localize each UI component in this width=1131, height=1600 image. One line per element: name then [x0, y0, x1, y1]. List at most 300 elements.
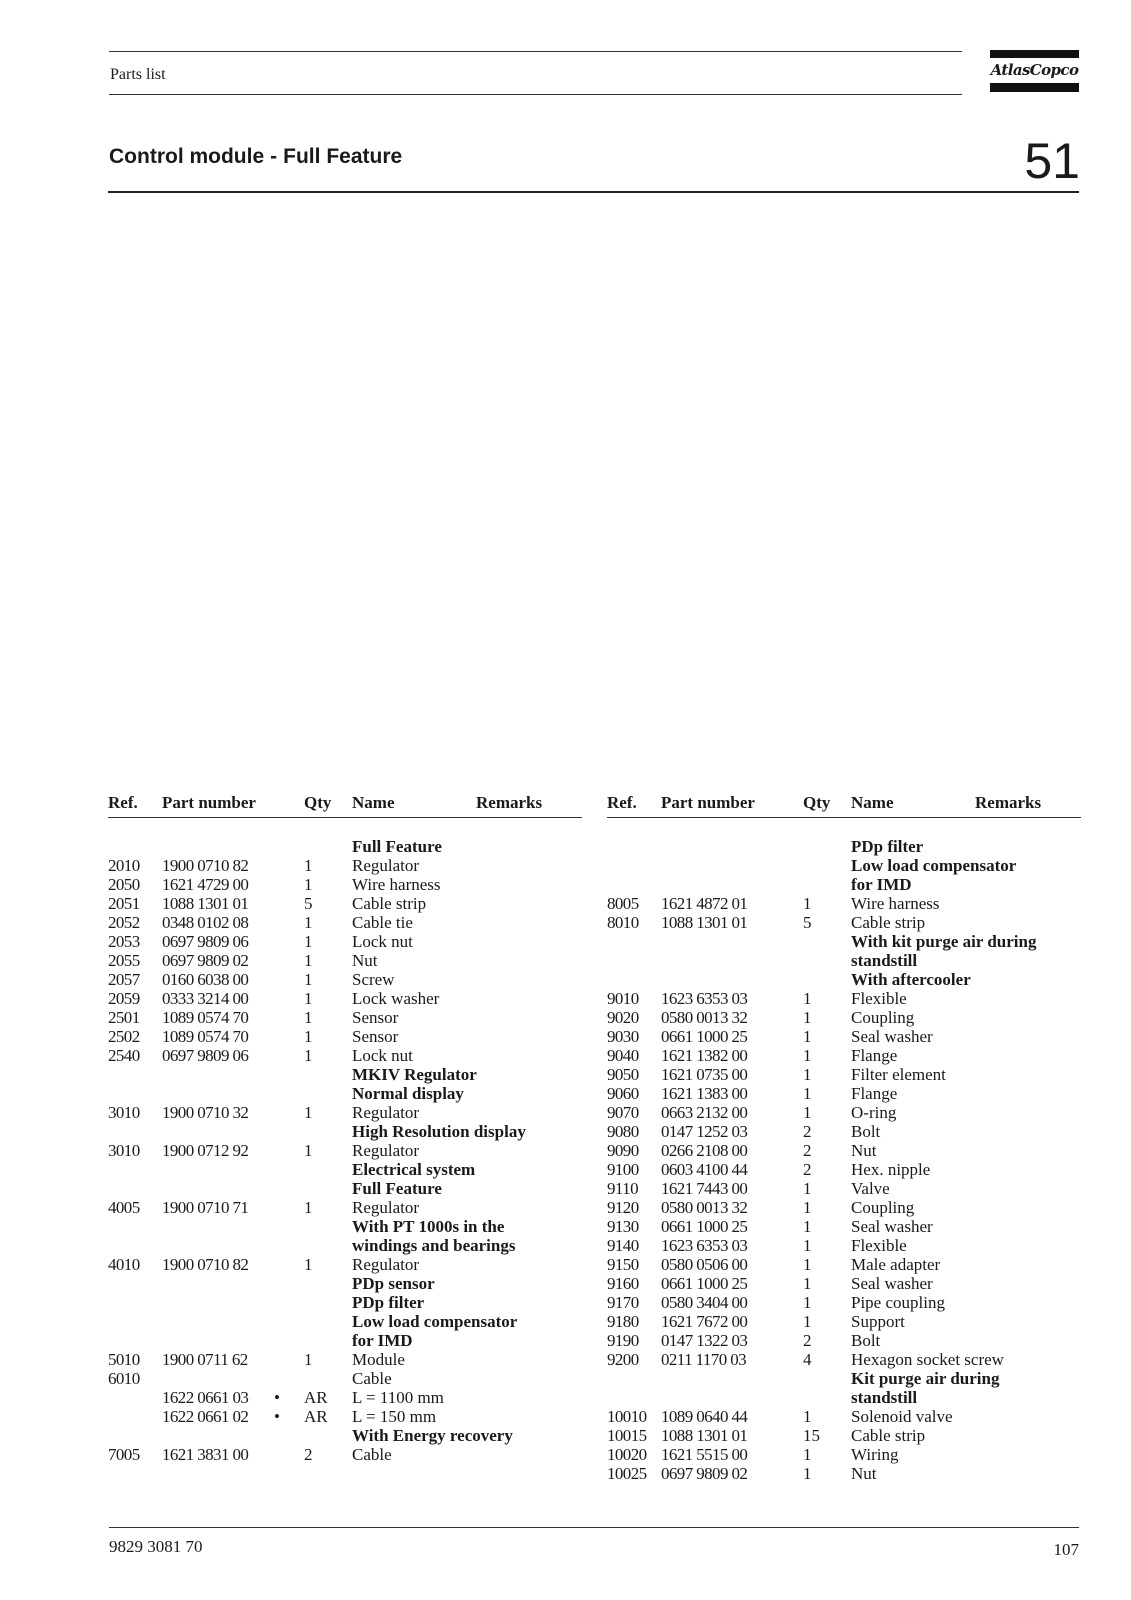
table-row	[108, 1084, 582, 1103]
table-row	[108, 1350, 582, 1369]
row-qty: 1	[803, 1274, 812, 1293]
table-row	[108, 1236, 582, 1255]
row-bullet: •	[274, 1388, 280, 1407]
row-ref: 9080	[607, 1122, 639, 1141]
row-part-number: 1622 0661 03	[162, 1388, 249, 1407]
row-name: With PT 1000s in the	[352, 1217, 505, 1236]
row-ref: 9050	[607, 1065, 639, 1084]
row-qty: 1	[304, 1350, 313, 1369]
row-name: Coupling	[851, 1008, 915, 1027]
table-row	[607, 970, 1081, 989]
row-name: Electrical system	[352, 1160, 476, 1179]
table-row	[607, 1255, 1081, 1274]
row-qty: 1	[304, 1046, 313, 1065]
row-ref: 8010	[607, 913, 639, 932]
footer-rule	[109, 1527, 1079, 1528]
row-qty: 1	[304, 856, 313, 875]
row-name: Support	[851, 1312, 905, 1331]
row-part-number: 1621 0735 00	[661, 1065, 748, 1084]
row-part-number: 1621 5515 00	[661, 1445, 748, 1464]
row-ref: 9030	[607, 1027, 639, 1046]
row-ref: 10020	[607, 1445, 647, 1464]
row-name: Bolt	[851, 1122, 881, 1141]
row-name: Valve	[851, 1179, 890, 1198]
row-part-number: 0211 1170 03	[661, 1350, 747, 1369]
row-name: Low load compensator	[352, 1312, 518, 1331]
header-qty: Qty	[304, 793, 332, 812]
row-ref: 2050	[108, 875, 140, 894]
row-name: for IMD	[352, 1331, 413, 1350]
row-qty: 1	[803, 1179, 812, 1198]
table-row	[108, 1141, 582, 1160]
table-row	[607, 1179, 1081, 1198]
row-ref: 9120	[607, 1198, 639, 1217]
table-row	[108, 1027, 582, 1046]
row-ref: 9190	[607, 1331, 639, 1350]
table-row	[108, 856, 582, 875]
row-ref: 9040	[607, 1046, 639, 1065]
title-main: Control module	[109, 145, 265, 168]
table-header	[108, 793, 582, 818]
row-name: Bolt	[851, 1331, 881, 1350]
row-part-number: 0348 0102 08	[162, 913, 249, 932]
row-qty: 1	[803, 1046, 812, 1065]
table-row	[607, 1464, 1081, 1483]
table-body	[108, 837, 582, 1464]
row-qty: 1	[304, 1255, 313, 1274]
table-row	[108, 932, 582, 951]
row-name: High Resolution display	[352, 1122, 526, 1141]
row-qty: 5	[803, 913, 812, 932]
parts-table-right	[607, 793, 1081, 1483]
row-qty: 1	[803, 1065, 812, 1084]
row-part-number: 1088 1301 01	[162, 894, 249, 913]
row-qty: 1	[304, 1141, 313, 1160]
row-part-number: 0661 1000 25	[661, 1217, 748, 1236]
table-row	[108, 913, 582, 932]
row-name: Sensor	[352, 1008, 399, 1027]
row-ref: 10010	[607, 1407, 647, 1426]
row-name: Kit purge air during	[851, 1369, 1000, 1388]
row-qty: 15	[803, 1426, 820, 1445]
row-ref: 10015	[607, 1426, 647, 1445]
row-bullet: •	[274, 1407, 280, 1426]
row-name: MKIV Regulator	[352, 1065, 477, 1084]
row-part-number: 1088 1301 01	[661, 913, 748, 932]
row-name: Flexible	[851, 989, 907, 1008]
document-number: 9829 3081 70	[109, 1537, 203, 1556]
row-ref: 2057	[108, 970, 140, 989]
row-ref: 4010	[108, 1255, 140, 1274]
page-title	[109, 145, 402, 169]
row-qty: 2	[803, 1160, 812, 1179]
row-name: With kit purge air during	[851, 932, 1037, 951]
row-name: Full Feature	[352, 1179, 442, 1198]
row-qty: 1	[304, 951, 313, 970]
row-ref: 2059	[108, 989, 140, 1008]
row-ref: 7005	[108, 1445, 140, 1464]
row-ref: 9150	[607, 1255, 639, 1274]
table-row	[607, 1407, 1081, 1426]
row-name: With Energy recovery	[352, 1426, 513, 1445]
table-row	[607, 1084, 1081, 1103]
row-ref: 9130	[607, 1217, 639, 1236]
table-row	[108, 1103, 582, 1122]
row-name: Nut	[851, 1464, 877, 1483]
table-row	[607, 1217, 1081, 1236]
row-name: O-ring	[851, 1103, 897, 1122]
page-number: 107	[1053, 1540, 1079, 1559]
header-ref: Ref.	[607, 793, 637, 812]
table-row	[108, 1008, 582, 1027]
row-ref: 9200	[607, 1350, 639, 1369]
table-row	[607, 932, 1081, 951]
row-part-number: 1089 0640 44	[661, 1407, 748, 1426]
row-part-number: 1621 4729 00	[162, 875, 249, 894]
header-remarks: Remarks	[975, 793, 1042, 812]
row-ref: 2051	[108, 894, 140, 913]
row-ref: 9180	[607, 1312, 639, 1331]
table-row	[607, 1312, 1081, 1331]
row-name: Regulator	[352, 1198, 420, 1217]
table-row	[108, 1122, 582, 1141]
table-row	[607, 1445, 1081, 1464]
table-row	[607, 1350, 1081, 1369]
row-name: Seal washer	[851, 1027, 933, 1046]
row-name: PDp filter	[851, 837, 924, 856]
row-qty: 1	[803, 1103, 812, 1122]
row-part-number: 0661 1000 25	[661, 1274, 748, 1293]
row-qty: 1	[803, 894, 812, 913]
table-row	[108, 951, 582, 970]
row-name: PDp sensor	[352, 1274, 435, 1293]
row-qty: 1	[803, 1236, 812, 1255]
row-name: Lock washer	[352, 989, 440, 1008]
row-part-number: 0160 6038 00	[162, 970, 249, 989]
table-row	[607, 1027, 1081, 1046]
table-row	[607, 989, 1081, 1008]
row-qty: 1	[803, 1084, 812, 1103]
table-row	[607, 1008, 1081, 1027]
row-name: standstill	[851, 951, 918, 970]
row-part-number: 0333 3214 00	[162, 989, 249, 1008]
row-ref: 5010	[108, 1350, 140, 1369]
row-ref: 9170	[607, 1293, 639, 1312]
table-row	[108, 1407, 582, 1426]
row-ref: 9090	[607, 1141, 639, 1160]
table-row	[108, 1369, 582, 1388]
row-qty: 1	[803, 1008, 812, 1027]
row-qty: 2	[803, 1141, 812, 1160]
row-name: L = 1100 mm	[352, 1388, 444, 1407]
row-part-number: 1900 0710 82	[162, 856, 249, 875]
row-name: Low load compensator	[851, 856, 1017, 875]
row-name: Screw	[352, 970, 395, 989]
row-name: windings and bearings	[352, 1236, 516, 1255]
row-name: Seal washer	[851, 1217, 933, 1236]
header-rule-top	[109, 51, 962, 52]
table-row	[108, 1198, 582, 1217]
table-row	[108, 1065, 582, 1084]
row-ref: 2502	[108, 1027, 140, 1046]
header-ref: Ref.	[108, 793, 138, 812]
row-part-number: 0697 9809 06	[162, 1046, 249, 1065]
row-qty: 1	[304, 970, 313, 989]
table-row	[108, 970, 582, 989]
header-label: Parts list	[110, 66, 166, 83]
row-ref: 2053	[108, 932, 140, 951]
row-name: Lock nut	[352, 1046, 413, 1065]
header-part-number: Part number	[661, 793, 755, 812]
row-part-number: 0147 1322 03	[661, 1331, 748, 1350]
row-name: Cable	[352, 1445, 392, 1464]
table-row	[607, 837, 1081, 856]
row-qty: 1	[304, 1198, 313, 1217]
table-row	[607, 951, 1081, 970]
header-remarks: Remarks	[476, 793, 543, 812]
table-row	[108, 1331, 582, 1350]
row-part-number: 0603 4100 44	[661, 1160, 748, 1179]
row-qty: 4	[803, 1350, 812, 1369]
row-qty: 1	[803, 1217, 812, 1236]
row-part-number: 1900 0712 92	[162, 1141, 249, 1160]
row-name: Normal display	[352, 1084, 464, 1103]
table-row	[607, 875, 1081, 894]
row-name: Seal washer	[851, 1274, 933, 1293]
row-qty: 1	[803, 1027, 812, 1046]
row-name: Cable	[352, 1369, 392, 1388]
row-qty: 2	[803, 1331, 812, 1350]
row-ref: 6010	[108, 1369, 140, 1388]
row-name: Nut	[851, 1141, 877, 1160]
table-row	[607, 1046, 1081, 1065]
row-qty: 2	[304, 1445, 313, 1464]
row-ref: 8005	[607, 894, 639, 913]
row-name: Solenoid valve	[851, 1407, 953, 1426]
row-qty: 1	[803, 1407, 812, 1426]
row-ref: 9160	[607, 1274, 639, 1293]
row-part-number: 1089 0574 70	[162, 1008, 249, 1027]
row-name: Module	[352, 1350, 405, 1369]
table-row	[607, 913, 1081, 932]
row-name: PDp filter	[352, 1293, 425, 1312]
row-ref: 9020	[607, 1008, 639, 1027]
header-qty: Qty	[803, 793, 831, 812]
row-qty: 1	[803, 989, 812, 1008]
row-name: Flange	[851, 1046, 898, 1065]
table-row	[607, 856, 1081, 875]
row-part-number: 1900 0710 71	[162, 1198, 249, 1217]
parts-table-left	[108, 793, 582, 1464]
table-row	[607, 1236, 1081, 1255]
row-qty: 1	[304, 989, 313, 1008]
table-row	[607, 1388, 1081, 1407]
row-qty: 1	[803, 1293, 812, 1312]
row-part-number: 0697 9809 02	[661, 1464, 748, 1483]
row-ref: 9060	[607, 1084, 639, 1103]
title-separator: -	[270, 145, 278, 168]
table-row	[607, 1122, 1081, 1141]
row-part-number: 0580 0013 32	[661, 1008, 748, 1027]
row-name: L = 150 mm	[352, 1407, 437, 1426]
row-name: Cable strip	[352, 894, 427, 913]
row-ref: 2052	[108, 913, 140, 932]
row-part-number: 1900 0710 32	[162, 1103, 249, 1122]
table-row	[108, 1160, 582, 1179]
table-row	[607, 1141, 1081, 1160]
row-name: Regulator	[352, 1255, 420, 1274]
table-body	[607, 837, 1081, 1483]
table-row	[108, 894, 582, 913]
row-qty: 1	[304, 1027, 313, 1046]
row-ref: 3010	[108, 1141, 140, 1160]
row-part-number: 1622 0661 02	[162, 1407, 249, 1426]
section-number: 51	[1024, 133, 1080, 189]
row-name: Cable strip	[851, 1426, 926, 1445]
row-name: Hex. nipple	[851, 1160, 931, 1179]
row-name: Flexible	[851, 1236, 907, 1255]
header-name: Name	[352, 793, 395, 812]
row-qty: 1	[803, 1198, 812, 1217]
row-part-number: 1621 7672 00	[661, 1312, 748, 1331]
table-row	[108, 1046, 582, 1065]
row-part-number: 1621 4872 01	[661, 894, 748, 913]
row-name: Regulator	[352, 856, 420, 875]
table-row	[108, 1274, 582, 1293]
header-rule-bottom	[109, 94, 962, 95]
table-row	[108, 1293, 582, 1312]
row-part-number: 0147 1252 03	[661, 1122, 748, 1141]
row-name: for IMD	[851, 875, 912, 894]
row-ref: 3010	[108, 1103, 140, 1122]
row-part-number: 0580 3404 00	[661, 1293, 748, 1312]
row-ref: 2540	[108, 1046, 140, 1065]
row-part-number: 1621 3831 00	[162, 1445, 249, 1464]
table-row	[607, 1065, 1081, 1084]
row-ref: 2055	[108, 951, 140, 970]
row-name: Nut	[352, 951, 378, 970]
table-row	[607, 1198, 1081, 1217]
row-part-number: 0580 0506 00	[661, 1255, 748, 1274]
row-part-number: 1621 7443 00	[661, 1179, 748, 1198]
row-part-number: 0697 9809 06	[162, 932, 249, 951]
row-name: Wire harness	[352, 875, 441, 894]
row-qty: 1	[304, 913, 313, 932]
row-part-number: 1623 6353 03	[661, 1236, 748, 1255]
row-ref: 4005	[108, 1198, 140, 1217]
row-qty: 5	[304, 894, 313, 913]
table-row	[607, 1426, 1081, 1445]
title-rule	[108, 191, 1079, 193]
row-name: Cable strip	[851, 913, 926, 932]
row-qty: 1	[304, 932, 313, 951]
row-ref: 2501	[108, 1008, 140, 1027]
row-ref: 9010	[607, 989, 639, 1008]
row-part-number: 1089 0574 70	[162, 1027, 249, 1046]
table-row	[108, 1179, 582, 1198]
row-name: Male adapter	[851, 1255, 941, 1274]
row-qty: AR	[304, 1407, 328, 1426]
table-row	[108, 875, 582, 894]
table-row	[607, 1160, 1081, 1179]
row-qty: 2	[803, 1122, 812, 1141]
table-row	[108, 837, 582, 856]
row-name: Sensor	[352, 1027, 399, 1046]
row-name: Wire harness	[851, 894, 940, 913]
header-name: Name	[851, 793, 894, 812]
row-name: Wiring	[851, 1445, 899, 1464]
table-header	[607, 793, 1081, 818]
row-part-number: 1900 0711 62	[162, 1350, 248, 1369]
row-part-number: 1900 0710 82	[162, 1255, 249, 1274]
table-row	[108, 1388, 582, 1407]
row-name: Cable tie	[352, 913, 413, 932]
row-ref: 9070	[607, 1103, 639, 1122]
row-part-number: 1088 1301 01	[661, 1426, 748, 1445]
row-part-number: 0661 1000 25	[661, 1027, 748, 1046]
table-row	[108, 1255, 582, 1274]
table-row	[607, 894, 1081, 913]
table-row	[607, 1274, 1081, 1293]
row-name: Full Feature	[352, 837, 442, 856]
row-qty: 1	[803, 1464, 812, 1483]
row-name: standstill	[851, 1388, 918, 1407]
row-part-number: 1621 1383 00	[661, 1084, 748, 1103]
row-qty: 1	[304, 1103, 313, 1122]
row-name: Filter element	[851, 1065, 946, 1084]
row-part-number: 0266 2108 00	[661, 1141, 748, 1160]
row-part-number: 1621 1382 00	[661, 1046, 748, 1065]
row-ref: 9140	[607, 1236, 639, 1255]
row-ref: 10025	[607, 1464, 647, 1483]
row-qty: 1	[803, 1445, 812, 1464]
row-part-number: 1623 6353 03	[661, 989, 748, 1008]
logo-bar-top	[990, 50, 1079, 58]
logo-bar-bottom	[990, 83, 1079, 92]
header-part-number: Part number	[162, 793, 256, 812]
row-ref: 2010	[108, 856, 140, 875]
row-qty: 1	[304, 1008, 313, 1027]
table-row	[108, 989, 582, 1008]
row-name: With aftercooler	[851, 970, 971, 989]
atlas-copco-logo	[990, 50, 1079, 92]
row-part-number: 0663 2132 00	[661, 1103, 748, 1122]
table-row	[607, 1293, 1081, 1312]
row-name: Pipe coupling	[851, 1293, 945, 1312]
table-row	[108, 1426, 582, 1445]
row-part-number: 0580 0013 32	[661, 1198, 748, 1217]
table-row	[607, 1369, 1081, 1388]
row-qty: AR	[304, 1388, 328, 1407]
row-name: Lock nut	[352, 932, 413, 951]
row-ref: 9100	[607, 1160, 639, 1179]
table-row	[108, 1217, 582, 1236]
table-row	[607, 1103, 1081, 1122]
row-qty: 1	[803, 1255, 812, 1274]
logo-text: AtlasCopco	[990, 61, 1079, 79]
row-qty: 1	[803, 1312, 812, 1331]
row-name: Coupling	[851, 1198, 915, 1217]
row-qty: 1	[304, 875, 313, 894]
row-name: Regulator	[352, 1103, 420, 1122]
title-sub: Full Feature	[283, 145, 403, 168]
table-row	[108, 1312, 582, 1331]
row-name: Regulator	[352, 1141, 420, 1160]
table-row	[607, 1331, 1081, 1350]
row-part-number: 0697 9809 02	[162, 951, 249, 970]
row-name: Flange	[851, 1084, 898, 1103]
row-ref: 9110	[607, 1179, 638, 1198]
